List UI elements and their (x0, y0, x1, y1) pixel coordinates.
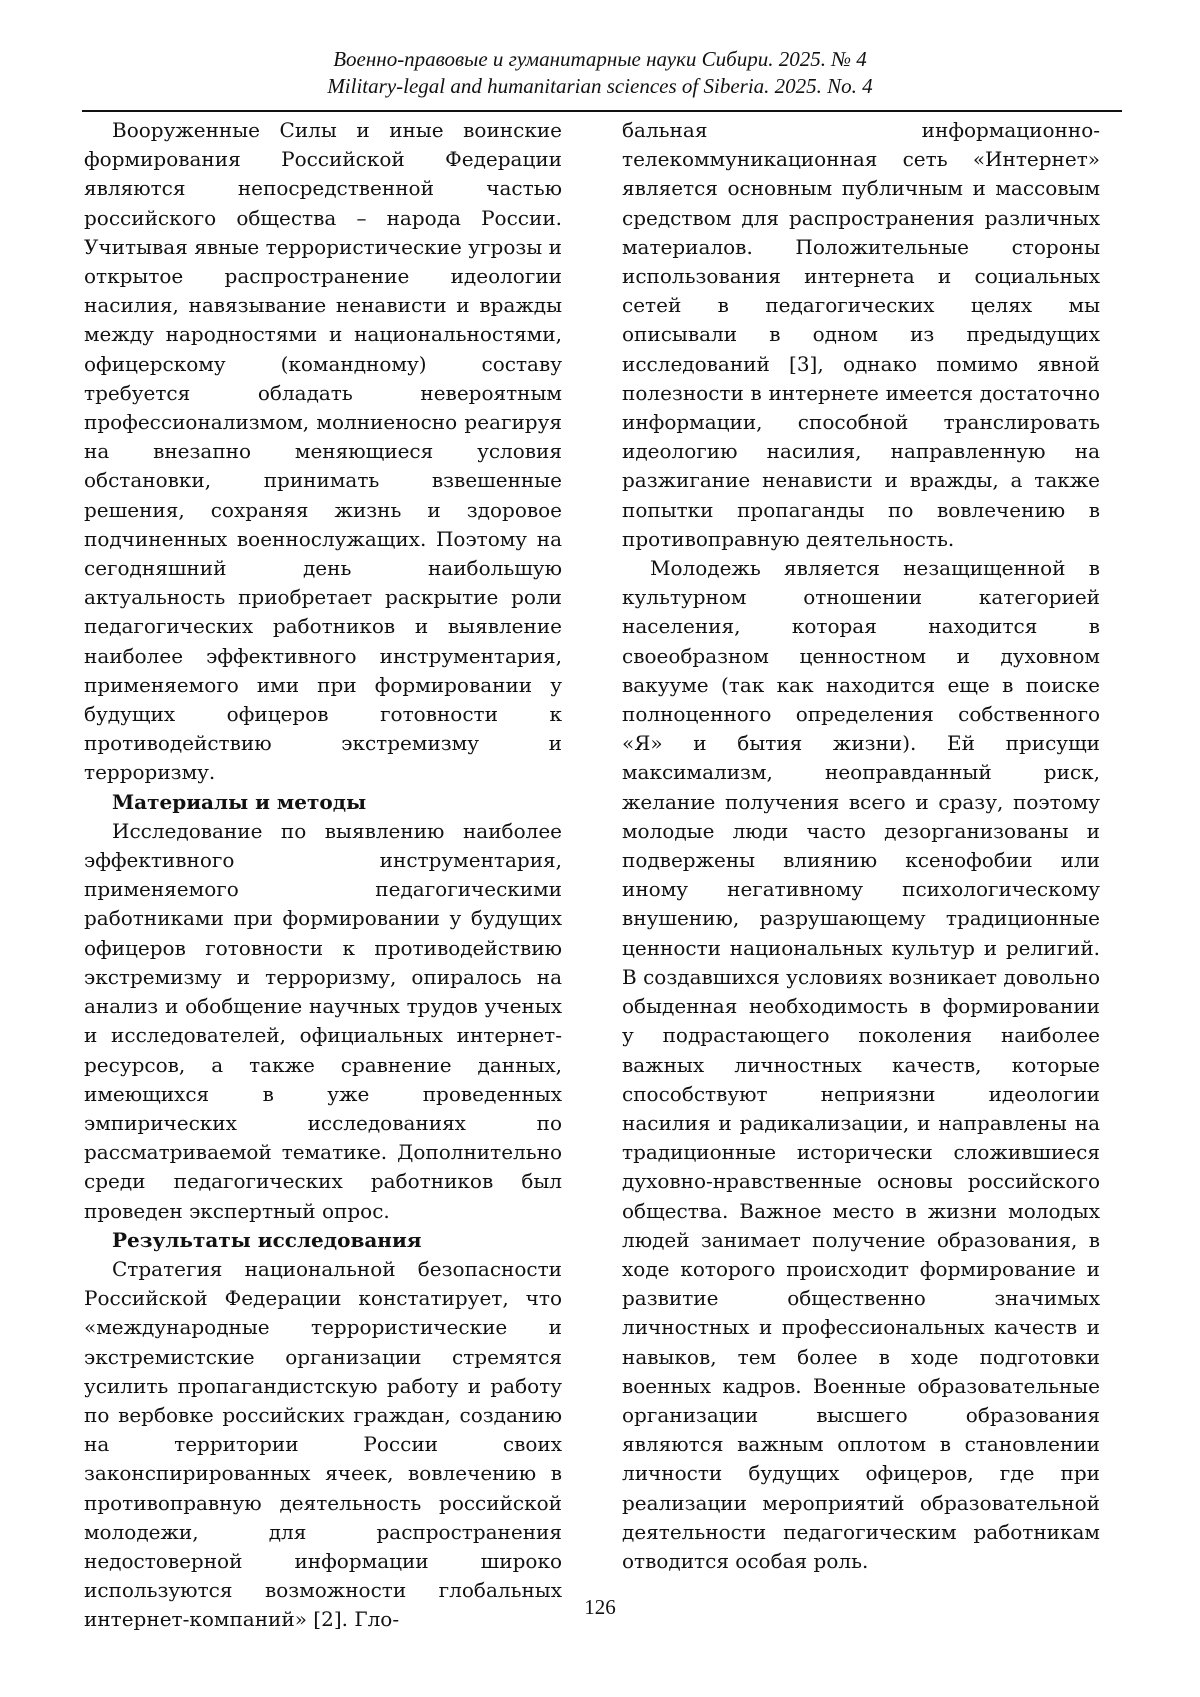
intro-paragraph: Вооруженные Силы и иные воинские формирования Российской Федерации являются непосредственной частью российского общества – народа России. Учитывая явные террористические угрозы и открытое распространение идеологии насилия, навязывание ненависти и вражды между народностями и национальностями, офицерскому (командному) составу требуется обладать невероятным профессионализмом, молниеносно реагируя на внезапно меняющиеся условия обстановки, принимать взвешенные решения, сохраняя жизнь и здоровое подчиненных военнослужащих. Поэтому на сегодняшний день наибольшую актуальность приобретает раскрытие роли педагогических работников и выявление наиболее эффективного инструментария, применяемого ими при формировании у будущих офицеров готовности к противодействию экстремизму и терроризму. (84, 118, 562, 785)
methods-paragraph: Исследование по выявлению наиболее эффективного инструментария, применяемого педагогическими работниками при формировании у будущих офицеров готовности к противодействию экстремизму и терроризму, опиралось на анализ и обобщение научных трудов ученых и исследователей, официальных интернет-ресурсов, а также сравнение данных, имеющихся в уже проведенных эмпирических исследованиях по рассматриваемой тематике. Дополнительно среди педагогических работников был проведен экспертный опрос. (84, 818, 562, 1223)
continued-paragraph: бальная информационно-телекоммуникационная сеть «Интернет» является основным публичным и массовым средством для распространения различных материалов. Положительные стороны использования интернета и социальных сетей в педагогических целях мы описывали в одном из предыдущих исследований [3], однако помимо явной полезности в интернете имеется достаточно информации, способной транслировать идеологию насилия, направленную на разжигание ненависти и вражды, а также попытки пропаганды по вовлечению в противоправную деятельность. (622, 118, 1100, 551)
running-header (0, 46, 1200, 100)
right-column (622, 116, 1100, 1576)
results-heading: Результаты исследования (112, 1227, 422, 1252)
journal-title-ru: Военно-правовые и гуманитарные науки Сибири. 2025. № 4 (333, 47, 867, 71)
left-column (84, 116, 562, 1635)
page-number: 126 (584, 1595, 616, 1619)
header-divider (82, 110, 1122, 112)
methods-heading: Материалы и методы (112, 789, 367, 814)
journal-title-en: Military-legal and humanitarian sciences of Siberia. 2025. No. 4 (327, 74, 873, 98)
results-paragraph: Стратегия национальной безопасности Российской Федерации констатирует, что «международные террористические и экстремистские организации стремятся усилить пропагандистскую работу и работу по вербовке российских граждан, созданию на территории России своих законспирированных ячеек, вовлечению в противоправную деятельность российской молодежи, для распространения недостоверной информации широко используются возможности глобальных интернет-компаний» [2]. Гло- (84, 1256, 562, 1632)
youth-paragraph: Молодежь является незащищенной в культурном отношении категорией населения, которая находится в своеобразном ценностном и духовном вакууме (так как находится еще в поиске полноценного определения собственного «Я» и бытия жизни). Ей присущи максимализм, неоправданный риск, желание получения всего и сразу, поэтому молодые люди часто дезорганизованы и подвержены влиянию ксенофобии или иному негативному психологическому внушению, разрушающему традиционные ценности национальных культур и религий. В создавшихся условиях возникает довольно обыденная необходимость в формировании у подрастающего поколения наиболее важных личностных качеств, которые способствуют неприязни идеологии насилия и радикализации, и направлены на традиционные исторически сложившиеся духовно-нравственные основы российского общества. Важное место в жизни молодых людей занимает получение образования, в ходе которого происходит формирование и развитие общественно значимых личностных и профессиональных качеств и навыков, тем более в ходе подготовки военных кадров. Военные образовательные организации высшего образования являются важным оплотом в становлении личности будущих офицеров, где при реализации мероприятий образовательной деятельности педагогическим работникам отводится особая роль. (622, 556, 1100, 1573)
